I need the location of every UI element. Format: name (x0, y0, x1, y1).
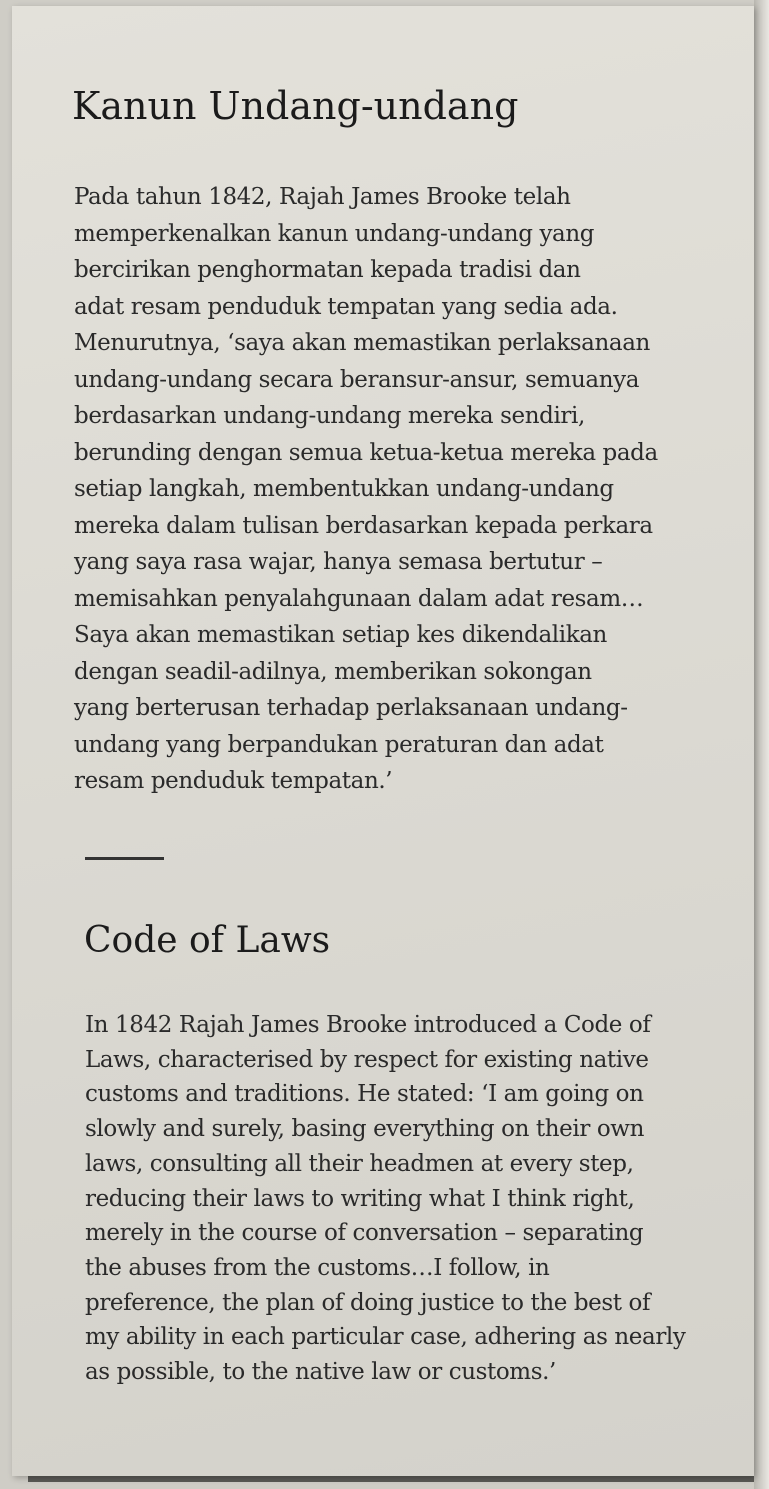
english-line: laws, consulting all their headmen at every step, (85, 1150, 634, 1177)
english-line: preference, the plan of doing justice to the best of (85, 1289, 651, 1316)
malay-line: yang saya rasa wajar, hanya semasa bertutur – (74, 549, 603, 575)
malay-line: Pada tahun 1842, Rajah James Brooke telah (74, 184, 571, 210)
english-line: customs and traditions. He stated: ‘I am going on (85, 1081, 644, 1108)
english-line: reducing their laws to writing what I think right, (85, 1185, 635, 1212)
malay-line: undang-undang secara beransur-ansur, semuanya (74, 366, 640, 393)
malay-line: undang yang berpandukan peraturan dan adat (74, 731, 604, 758)
malay-line: bercirikan penghormatan kepada tradisi dan (74, 257, 581, 283)
malay-line: mereka dalam tulisan berdasarkan kepada perkara (74, 512, 653, 539)
malay-line: memisahkan penyalahgunaan dalam adat resam… (74, 585, 644, 612)
malay-line: berdasarkan undang-undang mereka sendiri, (74, 403, 585, 429)
section-divider (85, 857, 164, 860)
english-line: In 1842 Rajah James Brooke introduced a Code of (85, 1012, 651, 1038)
english-line: as possible, to the native law or customs.’ (85, 1359, 556, 1386)
malay-line: berunding dengan semua ketua-ketua mereka pada (74, 439, 658, 466)
panel-shadow (28, 1476, 754, 1482)
malay-paragraph (74, 179, 658, 800)
english-title: Code of Laws (84, 920, 331, 961)
english-line: slowly and surely, basing everything on their own (85, 1116, 645, 1143)
english-line: merely in the course of conversation – separating (85, 1220, 644, 1247)
malay-line: adat resam penduduk tempatan yang sedia ada. (74, 293, 618, 320)
malay-line: memperkenalkan kanun undang-undang yang (74, 220, 595, 247)
malay-line: resam penduduk tempatan.’ (74, 768, 393, 794)
malay-line: Saya akan memastikan setiap kes dikendalikan (74, 622, 607, 648)
malay-line: dengan seadil-adilnya, memberikan sokongan (74, 658, 592, 685)
malay-line: setiap langkah, membentukkan undang-undang (74, 476, 614, 502)
information-panel (12, 6, 754, 1476)
wall-edge (754, 0, 769, 1489)
malay-line: yang berterusan terhadap perlaksanaan undang- (74, 695, 628, 721)
english-line: my ability in each particular case, adhering as nearly (85, 1324, 686, 1351)
english-line: Laws, characterised by respect for existing native (85, 1046, 649, 1073)
malay-line: Menurutnya, ‘saya akan memastikan perlaksanaan (74, 330, 650, 356)
english-line: the abuses from the customs…I follow, in (85, 1254, 550, 1281)
malay-title: Kanun Undang-undang (72, 84, 519, 128)
english-paragraph (85, 1008, 685, 1390)
